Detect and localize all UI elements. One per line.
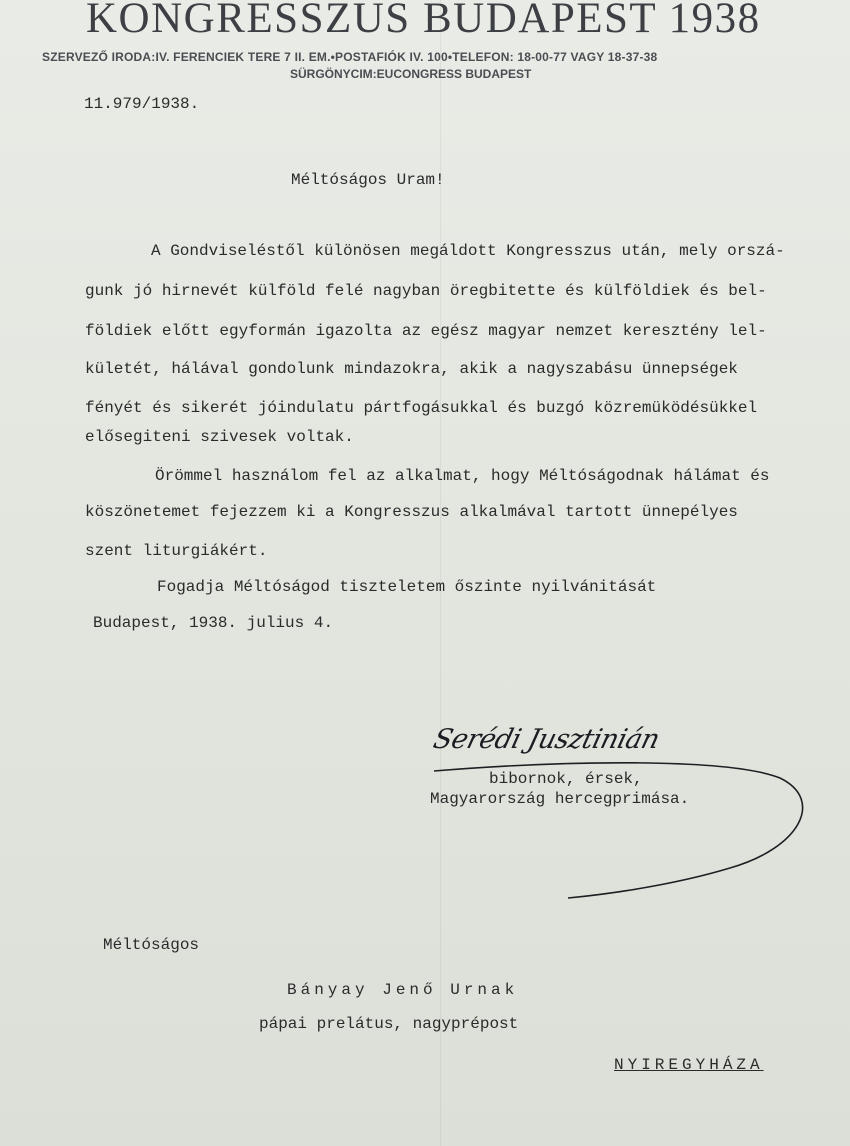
body-line: földiek előtt egyformán igazolta az egész magyar nemzet keresztény lel- bbox=[85, 322, 767, 340]
reference-number: 11.979/1938. bbox=[84, 95, 200, 113]
addressee-honorific: Méltóságos bbox=[103, 936, 200, 954]
date-line: Budapest, 1938. julius 4. bbox=[93, 614, 334, 632]
body-line: gunk jó hirnevét külföld felé nagyban öregbitette és külföldiek és bel- bbox=[85, 282, 767, 300]
addressee-city: NYIREGYHÁZA bbox=[614, 1056, 764, 1074]
body-line: Örömmel használom fel az alkalmat, hogy Méltóságodnak hálámat és bbox=[155, 467, 770, 485]
signer-title-2: Magyarország hercegprimása. bbox=[430, 790, 690, 808]
addressee-position: pápai prelátus, nagyprépost bbox=[259, 1015, 519, 1033]
addressee-name: Bányay Jenő Urnak bbox=[287, 981, 519, 999]
body-line: szent liturgiákért. bbox=[85, 542, 268, 560]
salutation: Méltóságos Uram! bbox=[291, 171, 445, 189]
handwritten-signature: Serédi Jusztinián bbox=[430, 724, 663, 755]
letterhead-telegram: SÜRGÖNYCIM:EUCONGRESS BUDAPEST bbox=[290, 67, 532, 81]
body-line: A Gondviseléstől különösen megáldott Kongresszus után, mely orszá- bbox=[151, 242, 785, 260]
letterhead-address: SZERVEZŐ IRODA:IV. FERENCIEK TERE 7 II. EM.•POSTAFIÓK IV. 100•TELEFON: 18-00-77 VAGY 18-37-38 bbox=[42, 50, 658, 64]
body-line: Fogadja Méltóságod tiszteletem őszinte nyilvánitását bbox=[157, 578, 657, 596]
body-line: fényét és sikerét jóindulatu pártfogásukkal és buzgó közremüködésükkel bbox=[85, 399, 758, 417]
letterhead-title: KONGRESSZUS BUDAPEST 1938 bbox=[86, 0, 761, 42]
body-line: kületét, hálával gondolunk mindazokra, akik a nagyszabásu ünnepségek bbox=[85, 360, 738, 378]
body-line: elősegiteni szivesek voltak. bbox=[85, 428, 354, 446]
body-line: köszönetemet fejezzem ki a Kongresszus alkalmával tartott ünnepélyes bbox=[85, 503, 738, 521]
signer-title-1: bibornok, érsek, bbox=[489, 770, 643, 788]
